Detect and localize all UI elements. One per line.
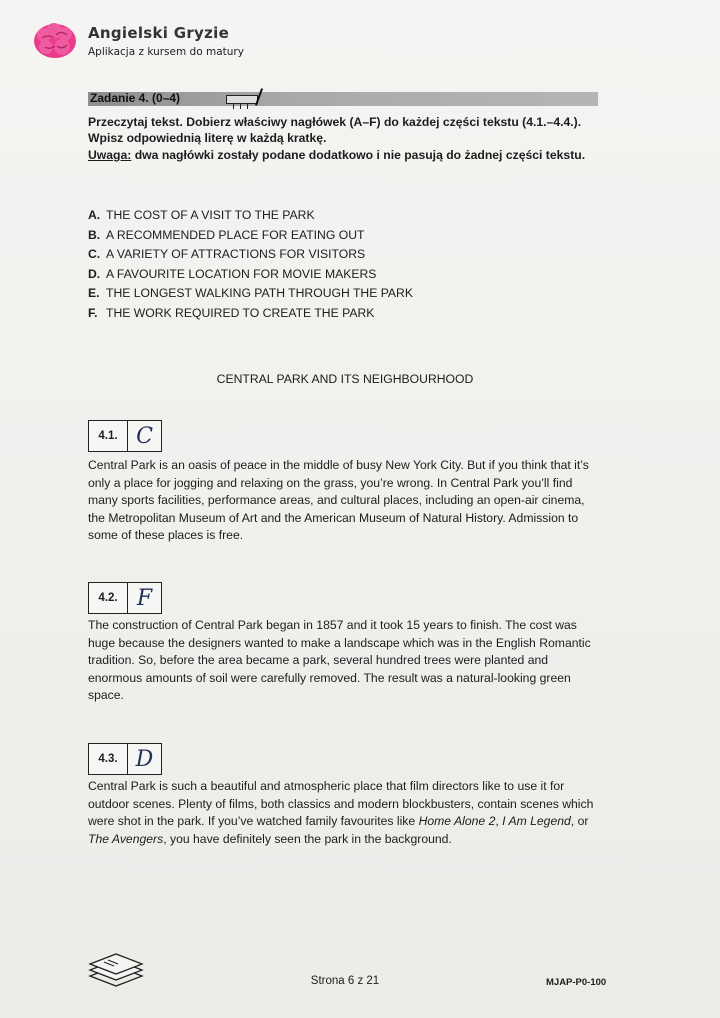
paragraph-4-1: Central Park is an oasis of peace in the middle of busy New York City. But if you think that it’s only a place for jogging and relaxing on the grass, you’re wrong. In Central Park you’ll find many sports facilities, performance areas, and cultural places, including an open-air cinema, the Metropolitan Museum of Art and the American Museum of Natural History. Admission to some of these places is free.	[88, 458, 589, 543]
brain-icon	[32, 20, 78, 62]
headings-list	[88, 206, 413, 324]
page-number: Strona 6 z 21	[310, 975, 380, 987]
answer-box-4-3[interactable]	[88, 743, 162, 775]
heading-b: B. A RECOMMENDED PLACE FOR EATING OUT	[88, 227, 365, 242]
answer-box-4-1[interactable]	[88, 420, 162, 452]
answer-number: 4.1.	[89, 421, 128, 451]
note-text: dwa nagłówki zostały podane dodatkowo i nie pasują do żadnej części tekstu.	[131, 148, 586, 162]
note-label: Uwaga:	[88, 148, 132, 162]
answer-number: 4.3.	[89, 744, 128, 774]
paragraph-4-2: The construction of Central Park began in 1857 and it took 15 years to finish. The cost was huge because the designers wanted to make a landscape which was in the English Romantic tradition. So, before the area became a park, several hundred trees were planted and enormous amounts of soil were carefully removed. The result was a natural-looking green space.	[88, 618, 591, 703]
brand-title: Angielski Gryzie	[88, 24, 230, 42]
score-boxes	[226, 95, 258, 104]
heading-f: F. THE WORK REQUIRED TO CREATE THE PARK	[88, 305, 375, 320]
handwritten-answer: F	[136, 585, 153, 611]
task-label: Zadanie 4. (0–4)	[90, 91, 181, 105]
task-instruction: Przeczytaj tekst. Dobierz właściwy nagłówek (A–F) do każdej części tekstu (4.1.–4.4.). Wpisz odpowiednią literę w każdą kratkę.	[88, 115, 582, 145]
heading-a: A. THE COST OF A VISIT TO THE PARK	[88, 208, 315, 222]
answer-number: 4.2.	[89, 583, 128, 613]
film-title: Home Alone 2	[418, 814, 496, 829]
film-title: The Avengers	[88, 831, 164, 846]
answer-box-4-2[interactable]	[88, 582, 162, 614]
handwritten-answer: C	[136, 423, 153, 449]
heading-c: C. A VARIETY OF ATTRACTIONS FOR VISITORS	[88, 247, 366, 262]
task-note	[88, 148, 618, 162]
text-title: CENTRAL PARK AND ITS NEIGHBOURHOOD	[216, 372, 474, 386]
brand-header	[32, 20, 244, 62]
brand-subtitle: Aplikacja z kursem do matury	[88, 46, 244, 58]
paragraph-4-3: Central Park is such a beautiful and atmospheric place that film directors like to use it for outdoor scenes. Plenty of films, both classics and modern blockbusters, contain scenes which were shot in the park. If you’ve watched family favourites like Home Alone 2, I Am Legend, or The Avengers, you have definitely seen the park in the background.	[88, 779, 594, 846]
handwritten-answer: D	[135, 746, 154, 772]
film-title: I Am Legend	[502, 814, 571, 829]
heading-e: E. THE LONGEST WALKING PATH THROUGH THE PARK	[88, 286, 413, 301]
exam-code: MJAP-P0-100	[546, 977, 607, 988]
heading-d: D. A FAVOURITE LOCATION FOR MOVIE MAKERS	[88, 266, 377, 281]
